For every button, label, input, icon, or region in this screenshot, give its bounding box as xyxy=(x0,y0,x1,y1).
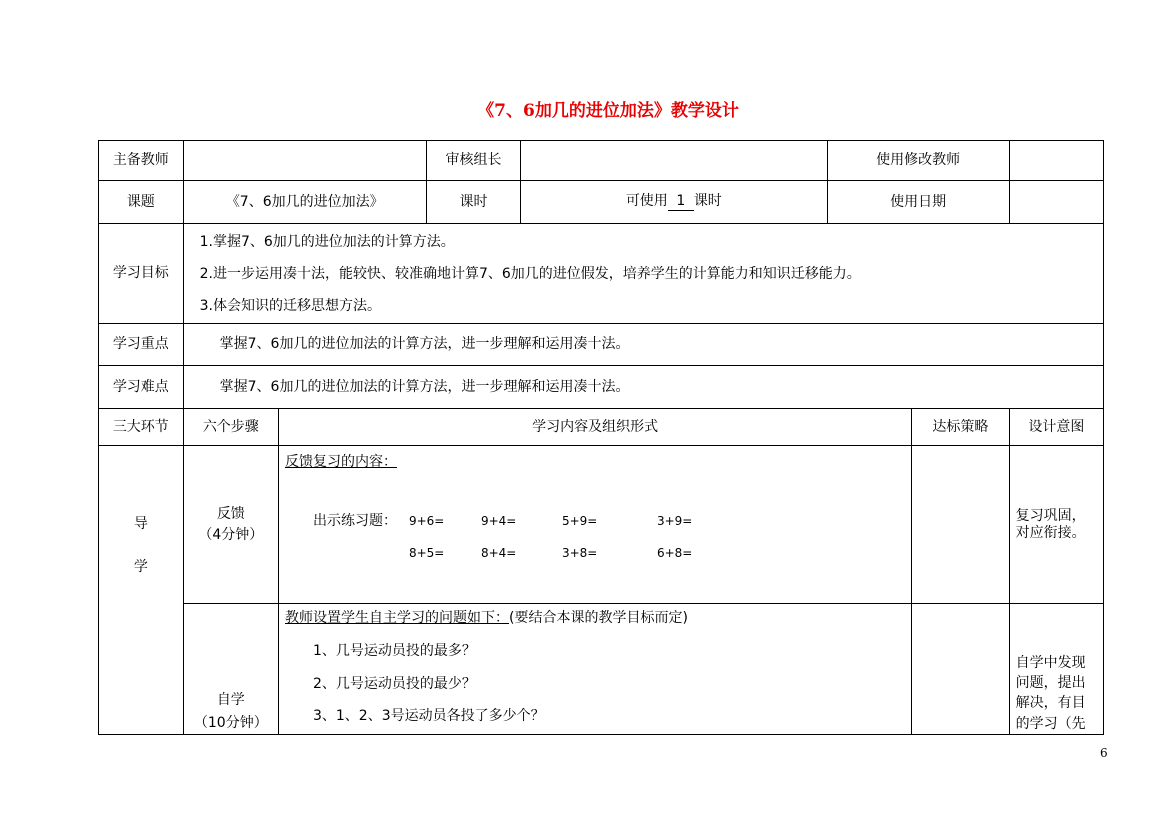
feedback-row xyxy=(99,446,1104,604)
goal-item: 2.进一步运用凑十法，能较快、较准确地计算7、6加几的进位假发，培养学生的计算能力和知识迁移能力。 xyxy=(199,265,861,282)
goals-label: 学习目标 xyxy=(99,224,184,324)
selfstudy-content xyxy=(278,604,911,735)
date-label: 使用日期 xyxy=(827,181,1009,224)
feedback-strategy xyxy=(912,446,1010,604)
key-point-text: 掌握7、6加几的进位加法的计算方法，进一步理解和运用凑十法。 xyxy=(183,324,1103,366)
selfstudy-question: 2、几号运动员投的最少？ xyxy=(312,676,476,692)
stage-cell xyxy=(99,446,184,735)
hours-value xyxy=(521,181,827,224)
selfstudy-step xyxy=(183,604,278,735)
feedback-step-label: 反馈 xyxy=(216,505,245,522)
selfstudy-heading-line xyxy=(285,610,688,627)
exercise-item: 8+5= xyxy=(408,546,445,560)
exercise-item: 3+9= xyxy=(656,514,693,528)
reviewer-value xyxy=(521,141,827,181)
feedback-content xyxy=(278,446,911,604)
exercise-item: 8+4= xyxy=(480,546,517,560)
user-label: 使用修改教师 xyxy=(827,141,1009,181)
difficulty-label: 学习难点 xyxy=(99,366,184,409)
column-header: 达标策略 xyxy=(912,409,1010,446)
selfstudy-step-time: （10分钟） xyxy=(193,715,268,732)
feedback-step-time: （4分钟） xyxy=(198,526,264,543)
document-title: 《7、6加几的进位加法》教学设计 xyxy=(477,101,739,121)
exercise-label: 出示练习题： xyxy=(312,513,397,529)
topic-value: 《7、6加几的进位加法》 xyxy=(183,181,426,224)
teacher-value xyxy=(183,141,426,181)
date-value xyxy=(1009,181,1103,224)
columns-row xyxy=(99,409,1104,446)
key-point-row xyxy=(99,324,1104,366)
exercise-item: 3+8= xyxy=(561,546,598,560)
selfstudy-intent: 自学中发现问题，提出解决，有目的学习（先 xyxy=(1009,604,1103,735)
hours-prefix: 可使用 xyxy=(625,193,668,210)
feedback-intent: 复习巩固，对应衔接。 xyxy=(1009,446,1103,604)
header-row-2 xyxy=(99,181,1104,224)
topic-label: 课题 xyxy=(99,181,184,224)
column-header: 六个步骤 xyxy=(183,409,278,446)
column-header: 学习内容及组织形式 xyxy=(278,409,911,446)
difficulty-row xyxy=(99,366,1104,409)
column-header: 三大环节 xyxy=(99,409,184,446)
exercise-item: 5+9= xyxy=(561,514,598,528)
selfstudy-heading: 教师设置学生自主学习的问题如下： xyxy=(284,610,509,626)
reviewer-label: 审核组长 xyxy=(426,141,520,181)
teacher-label: 主备教师 xyxy=(99,141,184,181)
exercise-item: 9+4= xyxy=(480,514,517,528)
selfstudy-question: 3、1、2、3号运动员各投了多少个？ xyxy=(312,708,545,724)
goals-row xyxy=(99,224,1104,324)
hours-label: 课时 xyxy=(426,181,520,224)
goal-item: 1.掌握7、6加几的进位加法的计算方法。 xyxy=(199,233,455,250)
exercise-item: 6+8= xyxy=(656,546,693,560)
user-value xyxy=(1009,141,1103,181)
stage-char: 学 xyxy=(133,558,148,575)
goals-list xyxy=(183,224,1103,324)
lesson-plan-table xyxy=(98,140,1104,735)
difficulty-text: 掌握7、6加几的进位加法的计算方法，进一步理解和运用凑十法。 xyxy=(183,366,1103,409)
selfstudy-heading-note: (要结合本课的教学目标而定) xyxy=(508,610,688,626)
feedback-heading: 反馈复习的内容： xyxy=(284,454,397,470)
selfstudy-row xyxy=(99,604,1104,735)
stage-char: 导 xyxy=(133,516,148,532)
selfstudy-question: 1、几号运动员投的最多？ xyxy=(312,643,476,659)
key-point-label: 学习重点 xyxy=(99,324,184,366)
header-row-1 xyxy=(99,141,1104,181)
selfstudy-strategy xyxy=(912,604,1010,735)
feedback-step xyxy=(183,446,278,604)
column-header: 设计意图 xyxy=(1009,409,1103,446)
selfstudy-step-label: 自学 xyxy=(216,692,245,709)
hours-number: 1 xyxy=(668,193,694,211)
goal-item: 3.体会知识的迁移思想方法。 xyxy=(199,297,381,314)
exercise-item: 9+6= xyxy=(408,514,445,528)
page-number: 6 xyxy=(1100,746,1108,760)
hours-suffix: 课时 xyxy=(693,193,722,210)
